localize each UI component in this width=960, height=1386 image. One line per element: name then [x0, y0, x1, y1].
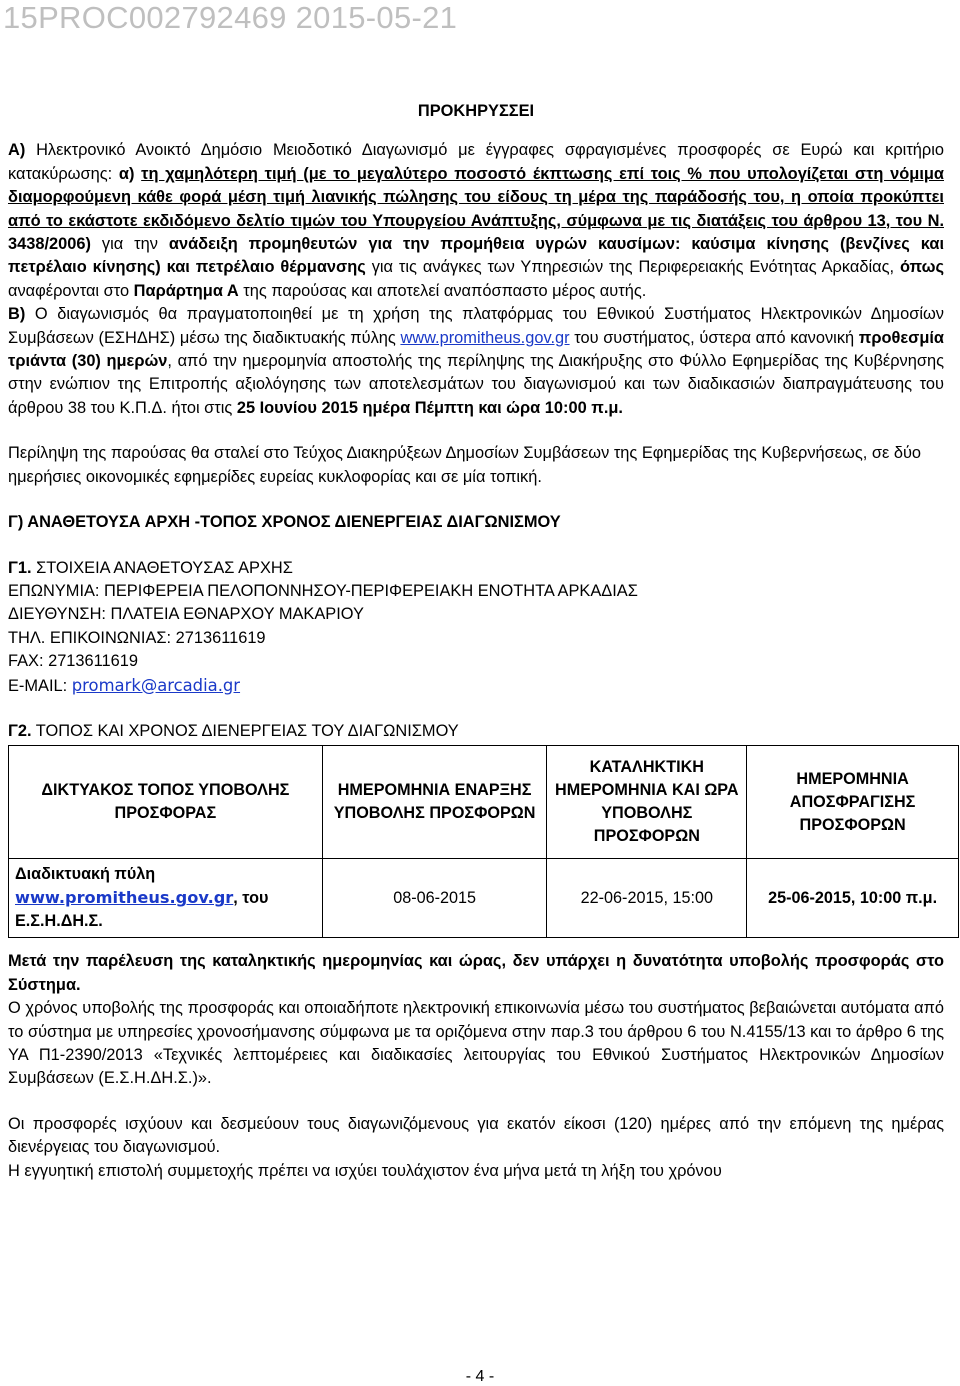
g1-title: Γ1. ΣΤΟΙΧΕΙΑ ΑΝΑΘΕΤΟΥΣΑΣ ΑΡΧΗΣ	[8, 558, 293, 577]
g2-title: Γ2. ΤΟΠΟΣ ΚΑΙ ΧΡΟΝΟΣ ΔΙΕΝΕΡΓΕΙΑΣ ΤΟΥ ΔΙΑΓΩΝΙΣΜΟΥ	[8, 721, 459, 740]
section-b-paragraph: Β) Ο διαγωνισμός θα πραγματοποιηθεί με τη χρήση της πλατφόρμας του Εθνικού Συστήματος Ηλεκτρονικών Δημοσίων Συμβάσεων (ΕΣΗΔΗΣ) μέσω της διαδικτυακής πύλης www.promitheus.gov.gr του συστήματος, ύστερα από κανονική προθεσμία τριάντα (30) ημερών, από την ημερομηνία αποστολής της περίληψης της Διακήρυξης στο Φύλλο Εφημερίδας της Κυβέρνησης στην ενώπιον της Επιτροπής αξιολόγησης των αποτελεσμάτων του διαγωνισμού και των διαδικασιών διαπραγμάτευσης του άρθρου 38 του Κ.Π.Δ. ήτοι στις 25 Ιουνίου 2015 ημέρα Πέμπτη και ώρα 10:00 π.μ.	[8, 305, 944, 417]
section-a-paragraph: Α) Ηλεκτρονικό Ανοικτό Δημόσιο Μειοδοτικό Διαγωνισμό με έγγραφες σφραγισμένες προσφορές σε Ευρώ και κριτήριο κατακύρωσης: α) τη χαμηλότερη τιμή (με το μεγαλύτερο ποσοστό έκπτωσης επί τοις % που υπολογίζεται στη νόμιμα διαμορφούμενη κάθε φορά μέση τιμή λιανικής πώλησης του είδους τη μέρα της παράδοσής του, η οποία προκύπτει από το εκάστοτε εκδιδόμενο δελτίο τιμών του Υπουργείου Ανάπτυξης, σύμφωνα με τις διατάξεις του άρθρου 13, του Ν. 3438/2006) για την ανάδειξη προμηθευτών για την προμήθεια υγρών καυσίμων: καύσιμα κίνησης (βενζίνες και πετρέλαιο κίνησης) και πετρέλαιο θέρμανσης για τις ανάγκες των Υπηρεσιών της Περιφερειακής Ενότητας Αρκαδίας, όπως αναφέρονται στο Παράρτημα Α της παρούσας και αποτελεί αναπόσπαστο μέρος αυτής.	[8, 141, 944, 300]
guarantee-paragraph: Η εγγυητική επιστολή συμμετοχής πρέπει να ισχύει τουλάχιστον ένα μήνα μετά τη λήξη του χρόνου	[8, 1161, 722, 1180]
header-portal: ΔΙΚΤΥΑΚΟΣ ΤΟΠΟΣ ΥΠΟΒΟΛΗΣ ΠΡΟΣΦΟΡΑΣ	[9, 746, 323, 859]
page-number: - 4 -	[465, 1368, 495, 1385]
authority-email: E-MAIL: promark@arcadia.gr	[8, 675, 241, 695]
cell-end: 22-06-2015, 15:00	[547, 859, 747, 938]
authority-fax: FAX: 2713611619	[8, 652, 139, 671]
header-end: ΚΑΤΑΛΗΚΤΙΚΗ ΗΜΕΡΟΜΗΝΙΑ ΚΑΙ ΩΡΑ ΥΠΟΒΟΛΗΣ ΠΡΟΣΦΟΡΩΝ	[547, 746, 747, 859]
table-header-row	[9, 746, 959, 859]
summary-paragraph: Περίληψη της παρούσας θα σταλεί στο Τεύχος Διακηρύξεων Δημοσίων Συμβάσεων της Εφημερίδας της Κυβερνήσεως, σε δύο ημερήσιες οικονομικές εφημερίδες ευρείας κυκλοφορίας και σε μία τοπική.	[8, 444, 922, 486]
table-row	[9, 859, 959, 938]
promitheus-link[interactable]: www.promitheus.gov.gr	[400, 328, 570, 347]
section-g-title: Γ) ΑΝΑΘΕΤΟΥΣΑ ΑΡΧΗ -ΤΟΠΟΣ ΧΡΟΝΟΣ ΔΙΕΝΕΡΓΕΙΑΣ ΔΙΑΓΩΝΙΣΜΟΥ	[8, 513, 561, 532]
schedule-table	[8, 745, 959, 938]
cell-opening: 25-06-2015, 10:00 π.μ.	[747, 859, 959, 938]
email-link[interactable]: promark@arcadia.gr	[71, 675, 241, 695]
header-opening: ΗΜΕΡΟΜΗΝΙΑ ΑΠΟΣΦΡΑΓΙΣΗΣ ΠΡΟΣΦΟΡΩΝ	[747, 746, 959, 859]
document-body	[8, 100, 944, 1183]
main-heading: ΠΡΟΚΗΡΥΣΣΕΙ	[417, 102, 535, 120]
document-id-watermark: 15PROC002792469 2015-05-21	[3, 0, 458, 35]
authority-name: ΕΠΩΝΥΜΙΑ: ΠΕΡΙΦΕΡΕΙΑ ΠΕΛΟΠΟΝΝΗΣΟΥ-ΠΕΡΙΦΕΡΕΙΑΚΗ ΕΝΟΤΗΤΑ ΑΡΚΑΔΙΑΣ	[8, 581, 638, 600]
validity-paragraph: Οι προσφορές ισχύουν και δεσμεύουν τους διαγωνιζόμενους για εκατόν είκοσι (120) ημέρες από την επόμενη της ημέρας διενέργειας του διαγωνισμού.	[8, 1114, 944, 1157]
portal-link[interactable]: www.promitheus.gov.gr	[15, 888, 234, 908]
authority-phone: ΤΗΛ. ΕΠΙΚΟΙΝΩΝΙΑΣ: 2713611619	[8, 628, 266, 647]
authority-address: ΔΙΕΥΘΥΝΣΗ: ΠΛΑΤΕΙΑ ΕΘΝΑΡΧΟΥ ΜΑΚΑΡΙΟΥ	[8, 605, 364, 624]
cell-portal: Διαδικτυακή πύλη www.promitheus.gov.gr, του Ε.Σ.Η.ΔΗ.Σ.	[9, 859, 323, 938]
timestamp-paragraph: Ο χρόνος υποβολής της προσφοράς και οποιαδήποτε ηλεκτρονική επικοινωνία μέσω του συστήματος βεβαιώνεται αυτόματα από το σύστημα με υπηρεσίες χρονοσήμανσης σύμφωνα με τα οριζόμενα στην παρ.3 του άρθρου 6 του Ν.4155/13 και το άρθρο 6 της ΥΑ Π1-2390/2013 «Τεχνικές λεπτομέρειες και διαδικασίες λειτουργίας του Εθνικού Συστήματος Ηλεκτρονικών Δημοσίων Συμβάσεων (Ε.Σ.Η.ΔΗ.Σ.)».	[8, 999, 944, 1088]
header-start: ΗΜΕΡΟΜΗΝΙΑ ΕΝΑΡΞΗΣ ΥΠΟΒΟΛΗΣ ΠΡΟΣΦΟΡΩΝ	[322, 746, 547, 859]
cell-start: 08-06-2015	[322, 859, 547, 938]
deadline-warning: Μετά την παρέλευση της καταληκτικής ημερομηνίας και ώρας, δεν υπάρχει η δυνατότητα υποβολής προσφοράς στο Σύστημα.	[8, 952, 944, 994]
